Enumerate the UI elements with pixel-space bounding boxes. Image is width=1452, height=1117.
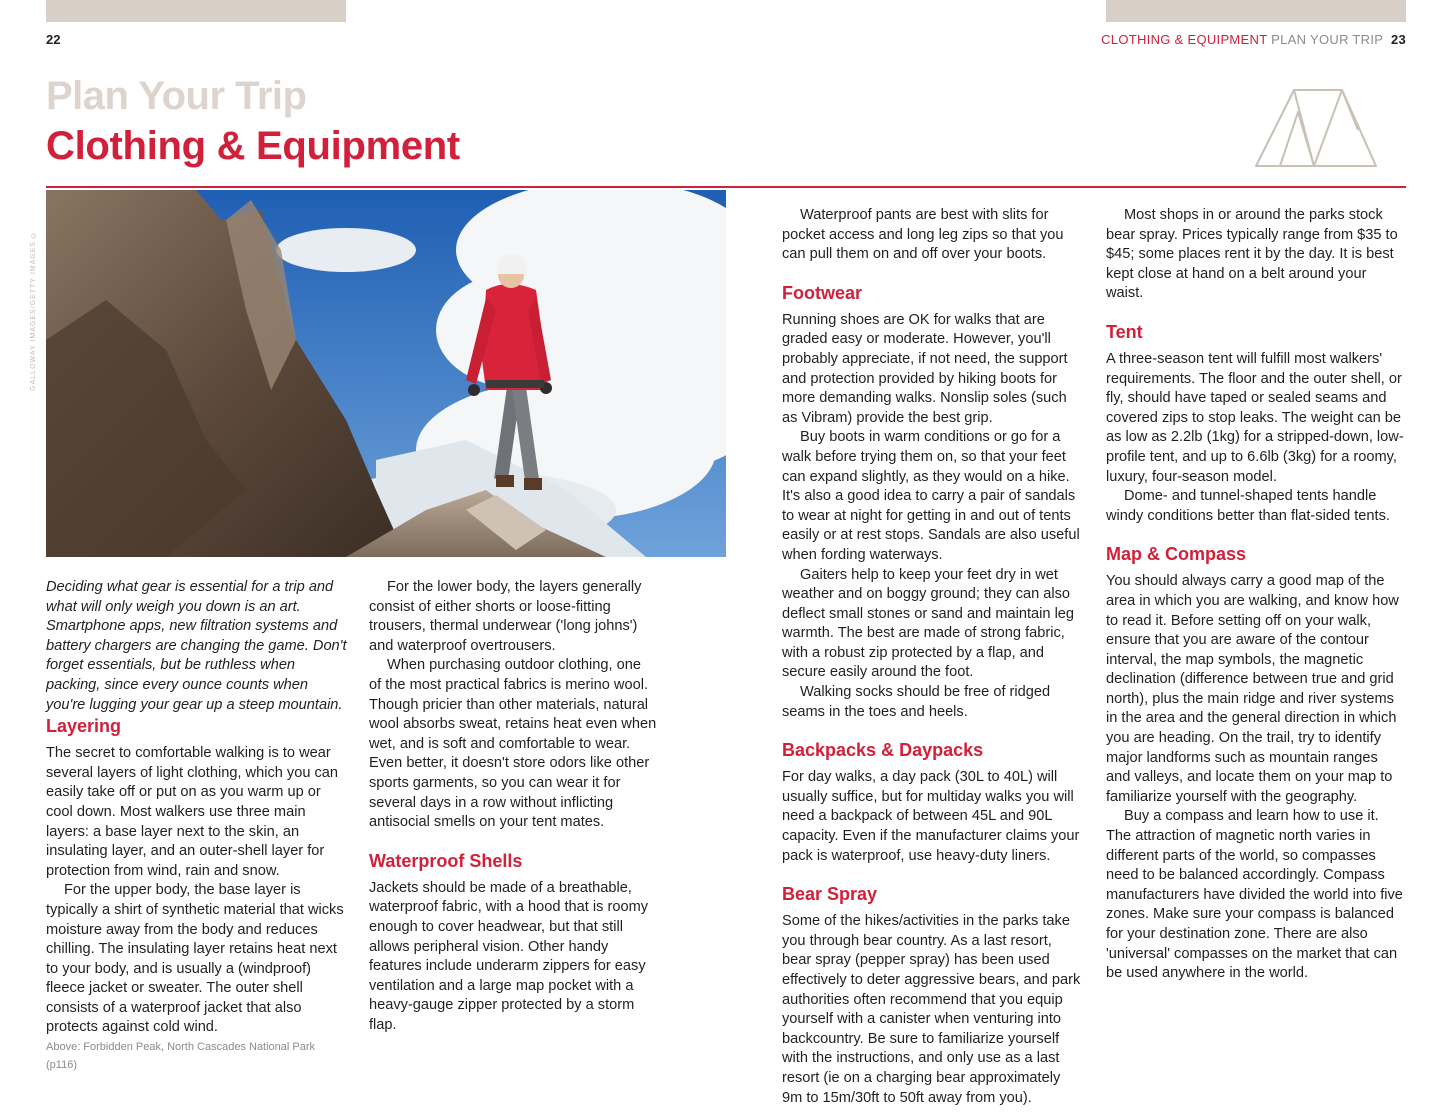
layering-heading: Layering	[46, 716, 122, 737]
column-4	[1106, 206, 1406, 984]
left-page-tab	[46, 0, 346, 22]
intro-paragraph: Deciding what gear is essential for a trip and what will only weigh you down is an art. Smartphone apps, new filtration systems and battery chargers are changing the game. Don't forget essentials, but be ruthless when packing, since every ounce counts when you're lugging your gear up a steep mountain.	[46, 579, 347, 713]
layering-paragraph-1: The secret to comfortable walking is to wear several layers of light clothing, which you can easily take off or put on as you warm up or cool down. Most walkers use three main layers: a base layer next to the skin, an insulating layer, and an outer-shell layer for protection from wind, rain and snow.	[46, 745, 339, 879]
waterproof-shells-paragraph-2: Waterproof pants are best with slits for pocket access and long leg zips so that you can pull them on and off over your boots.	[782, 207, 1064, 263]
running-header-section: CLOTHING & EQUIPMENT	[1101, 32, 1268, 47]
right-page-tab	[1106, 0, 1406, 22]
column-3	[782, 206, 1084, 1108]
tent-heading: Tent	[1106, 321, 1143, 342]
tent-icon	[1254, 86, 1378, 170]
footwear-paragraph-1: Running shoes are OK for walks that are graded easy or moderate. However, you'll probably appreciate, if not need, the support and protection provided by hiking boots for more demanding walks. Nonslip soles (such as Vibram) provide the best grip.	[782, 311, 1068, 426]
footwear-paragraph-4: Walking socks should be free of ridged seams in the toes and heels.	[782, 684, 1051, 720]
left-page-number: 22	[46, 32, 61, 47]
bear-spray-paragraph-1: Some of the hikes/activities in the parks take you through bear country. As a last resort, bear spray (pepper spray) has been used effectively to deter aggressive bears, and park authorities often recommend that you equip yourself with a canister when venturing into backcountry. Be sure to familiarize yourself with the instructions, and only use as a last resort (ie on a charging bear approximately 9m to 15m/30ft to 50ft away from you).	[782, 913, 1081, 1106]
climber-photo	[46, 190, 726, 557]
title-rule	[46, 186, 1406, 188]
tent-paragraph-2: Dome- and tunnel-shaped tents handle windy conditions better than flat-sided tents.	[1106, 488, 1390, 524]
photo-caption: Above: Forbidden Peak, North Cascades National Park (p116)	[46, 1041, 316, 1072]
bear-spray-paragraph-2: Most shops in or around the parks stock bear spray. Prices typically range from $35 to $45; some places rent it by the day. It is best kept close at hand on a belt around your waist.	[1106, 207, 1398, 302]
running-header-chapter: PLAN YOUR TRIP	[1271, 32, 1384, 47]
layering-paragraph-3: For the lower body, the layers generally consist of either shorts or loose-fitting trousers, thermal underwear ('long johns') and waterproof overtrousers.	[369, 579, 642, 654]
running-header	[1101, 32, 1406, 47]
right-page-number: 23	[1390, 32, 1406, 47]
footwear-heading: Footwear	[782, 282, 863, 303]
backpacks-paragraph-1: For day walks, a day pack (30L to 40L) will usually suffice, but for multiday walks you will need a backpack of between 45L and 90L capacity. Even if the manufacturer claims your pack is waterproof, use heavy-duty liners.	[782, 769, 1080, 864]
column-1	[46, 578, 348, 1074]
waterproof-shells-heading: Waterproof Shells	[369, 850, 523, 871]
tent-paragraph-1: A three-season tent will fulfill most walkers' requirements. The floor and the outer shell, or fly, should have taped or sealed seams and covered zips to stop leaks. The weight can be as low as 2.2lb (1kg) for a stripped-down, low-profile tent, and up to 6.6lb (3kg) for a roomy, luxury, four-season model.	[1106, 350, 1404, 485]
map-compass-heading: Map & Compass	[1106, 544, 1247, 565]
chapter-kicker: Plan Your Trip	[46, 74, 307, 118]
column-2	[369, 578, 657, 1035]
backpacks-heading: Backpacks & Daypacks	[782, 740, 984, 761]
footwear-paragraph-3: Gaiters help to keep your feet dry in wet weather and on boggy ground; they can also deflect small stones or sand and maintain leg warmth. The best are made of strong fabric, with a robust zip protected by a flap, and secure easily around the foot.	[782, 566, 1075, 681]
layering-paragraph-4: When purchasing outdoor clothing, one of the most practical fabrics is merino wool. Though pricier than other materials, natural wool absorbs sweat, retains heat even when wet, and is soft and comfortable to wear. Even better, it doesn't store odors like other sports garments, so you can wear it for several days in a row without inflicting antisocial smells on your tent mates.	[369, 657, 657, 831]
photo-credit: GALLOWAY IMAGES/GETTY IMAGES ©	[30, 230, 37, 391]
bear-spray-heading: Bear Spray	[782, 884, 878, 905]
map-compass-paragraph-1: You should always carry a good map of the area in which you are walking, and know how to read it. Before setting off on your walk, ensure that you are aware of the contour interval, the map symbols, the magnetic declination (difference between true and grid north), plus the main ridge and river systems in the area and the general direction in which you are heading. On the trail, try to identify major landforms such as mountain ranges and valleys, and locate them on your map to familiarize yourself with the geography.	[1106, 573, 1399, 805]
layering-paragraph-2: For the upper body, the base layer is typically a shirt of synthetic material that wicks moisture away from the body and reduces chilling. The insulating layer retains heat next to your body, and is usually a (windproof) fleece jacket or sweater. The outer shell consists of a waterproof jacket that also protects against cold wind.	[46, 882, 344, 1036]
waterproof-shells-paragraph-1: Jackets should be made of a breathable, waterproof fabric, with a hood that is roomy enough to cover headwear, but that still allows peripheral vision. Other handy features include underarm zippers for easy ventilation and a large map pocket with a heavy-gauge zipper protected by a storm flap.	[369, 879, 649, 1033]
footwear-paragraph-2: Buy boots in warm conditions or go for a walk before trying them on, so that your feet can expand slightly, as they would on a hike. It's also a good idea to carry a pair of sandals to wear at night for getting in and out of tents easily or at rest stops. Sandals are also useful when fording waterways.	[782, 429, 1080, 563]
map-compass-paragraph-2: Buy a compass and learn how to use it. The attraction of magnetic north varies in different parts of the world, so compasses need to be balanced accordingly. Compass manufacturers have divided the world into five zones. Make sure your compass is balanced for your destination zone. There are also 'universal' compasses on the market that can be used anywhere in the world.	[1106, 808, 1403, 982]
page-title: Clothing & Equipment	[46, 124, 460, 168]
